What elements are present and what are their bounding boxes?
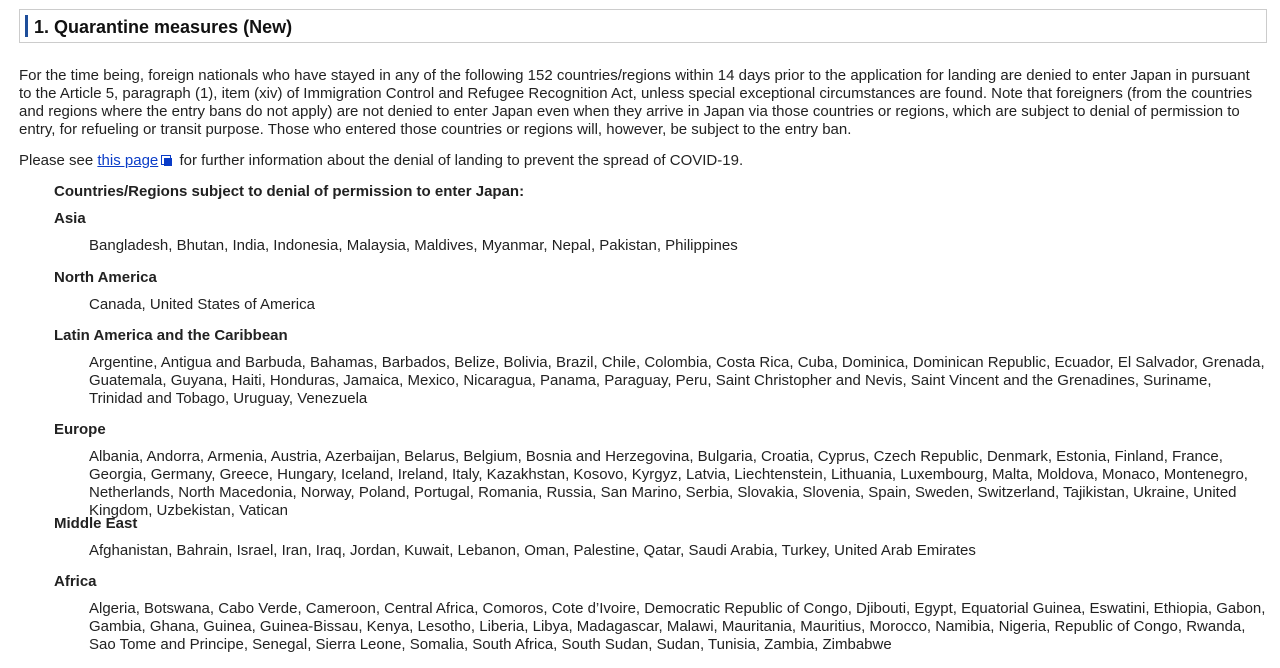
see-prefix: Please see (19, 152, 98, 169)
region-name-north-america: North America (54, 269, 157, 286)
external-link-icon[interactable] (161, 155, 173, 167)
section-title: 1. Quarantine measures (New) (34, 17, 293, 37)
region-name-latin-america: Latin America and the Caribbean (54, 327, 288, 344)
region-countries-latin-america: Argentine, Antigua and Barbuda, Bahamas, Barbados, Belize, Bolivia, Brazil, Chile, Colombia, Costa Rica, Cuba, Dominica, Dominican Republic, Ecuador, El Salvador, Grenada, Guatemala, Guyana, Haiti, Honduras, Jamaica, Mexico, Nicaragua, Panama, Paraguay, Peru, Saint Christopher and Nevis, Saint Vincent and the Grenadines, Suriname, Trinidad and Tobago, Uruguay, Venezuela (89, 354, 1265, 407)
region-name-africa: Africa (54, 573, 97, 590)
see-suffix: for further information about the denial of landing to prevent the spread of COVID-19. (175, 152, 744, 169)
region-countries-africa: Algeria, Botswana, Cabo Verde, Cameroon, Central Africa, Comoros, Cote d’Ivoire, Democratic Republic of Congo, Djibouti, Egypt, Equatorial Guinea, Eswatini, Ethiopia, Gabon, Gambia, Ghana, Guinea, Guinea-Bissau, Kenya, Lesotho, Liberia, Libya, Madagascar, Malawi, Mauritania, Mauritius, Morocco, Namibia, Nigeria, Republic of Congo, Rwanda, Sao Tome and Principe, Senegal, Sierra Leone, Somalia, South Africa, South Sudan, Sudan, Tunisia, Zambia, Zimbabwe (89, 600, 1266, 653)
region-countries-asia: Bangladesh, Bhutan, India, Indonesia, Malaysia, Maldives, Myanmar, Nepal, Pakistan, Philippines (89, 237, 738, 254)
countries-list-heading: Countries/Regions subject to denial of permission to enter Japan: (54, 183, 525, 200)
intro-paragraph: For the time being, foreign nationals who have stayed in any of the following 152 countries/regions within 14 days prior to the application for landing are denied to enter Japan in pursuant to the Article 5, paragraph (1), item (xiv) of Immigration Control and Refugee Recognition Act, unless special exceptional circumstances are found. Note that foreigners (from the countries and regions where the entry bans do not apply) are not denied to enter Japan even when they arrive in Japan via those countries or regions, which are subject to denial of permission to entry, for refueling or transit purpose. Those who entered those countries or regions will, however, be subject to the entry ban. (19, 67, 1253, 138)
this-page-link[interactable]: this page (97, 152, 159, 169)
heading-accent-bar (25, 15, 28, 37)
region-countries-europe: Albania, Andorra, Armenia, Austria, Azerbaijan, Belarus, Belgium, Bosnia and Herzegovina, Bulgaria, Croatia, Cyprus, Czech Republic, Denmark, Estonia, Finland, France, Georgia, Germany, Greece, Hungary, Iceland, Ireland, Italy, Kazakhstan, Kosovo, Kyrgyz, Latvia, Liechtenstein, Lithuania, Luxembourg, Malta, Moldova, Monaco, Montenegro, Netherlands, North Macedonia, Norway, Poland, Portugal, Romania, Russia, San Marino, Serbia, Slovakia, Slovenia, Spain, Sweden, Switzerland, Tajikistan, Ukraine, United Kingdom, Uzbekistan, Vatican (89, 448, 1248, 519)
section-heading-box (19, 9, 1267, 43)
region-name-europe: Europe (54, 421, 106, 438)
region-name-middle-east: Middle East (54, 515, 138, 532)
region-name-asia: Asia (54, 210, 86, 227)
region-countries-north-america: Canada, United States of America (89, 296, 315, 313)
region-countries-middle-east: Afghanistan, Bahrain, Israel, Iran, Iraq, Jordan, Kuwait, Lebanon, Oman, Palestine, Qatar, Saudi Arabia, Turkey, United Arab Emirates (89, 542, 976, 559)
see-this-page-line (19, 152, 1259, 170)
